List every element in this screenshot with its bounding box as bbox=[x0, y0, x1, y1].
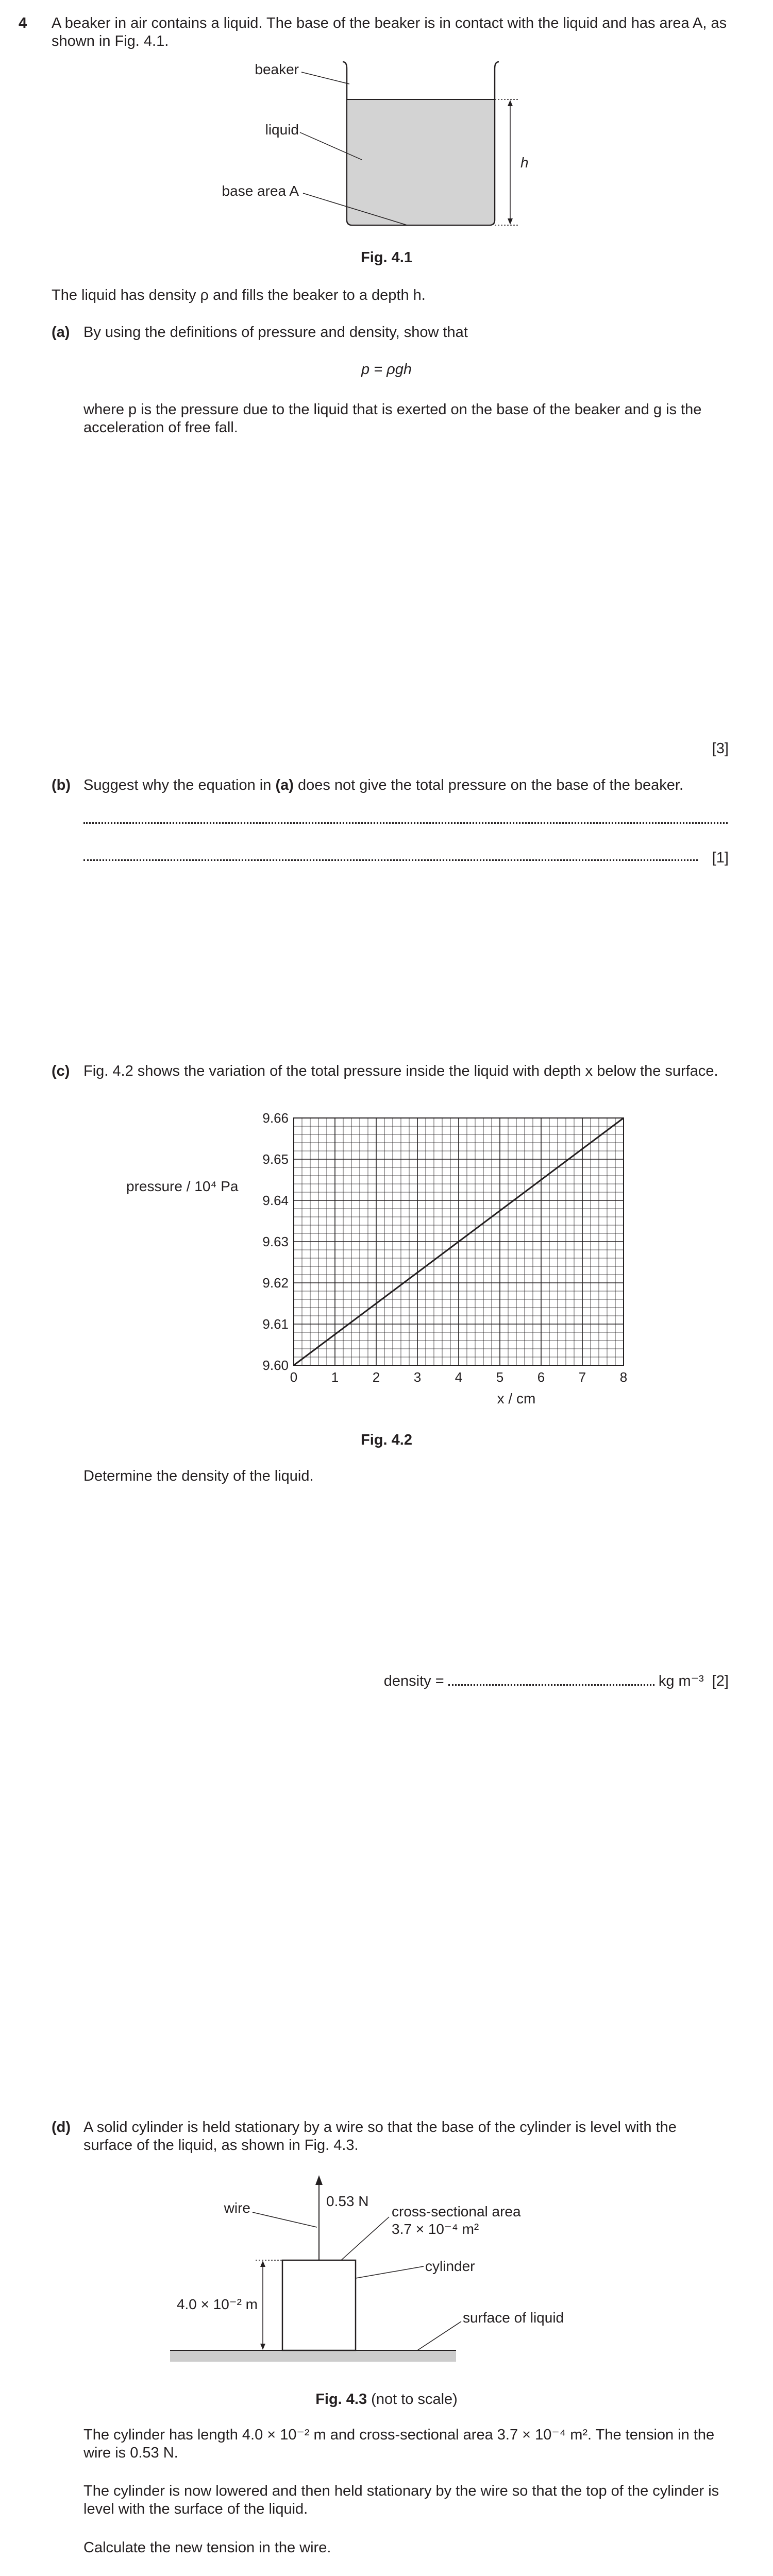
part-d-statement-2: The cylinder is now lowered and then held stationary by the wire so that the top of the cylinder is level with the surface of the liquid. bbox=[83, 2483, 719, 2518]
density-statement: The liquid has density ρ and fills the beaker to a depth h. bbox=[52, 287, 426, 303]
fig-4-3-caption-rest: (not to scale) bbox=[367, 2391, 458, 2408]
surface-leader bbox=[417, 2321, 461, 2350]
liquid-fill bbox=[348, 99, 494, 224]
part-b-label: (b) bbox=[52, 777, 71, 793]
part-b-answer-line-2[interactable] bbox=[83, 848, 698, 861]
x-tick-label: 3 bbox=[413, 1369, 422, 1385]
area-label-line1: cross-sectional area bbox=[392, 2204, 521, 2219]
x-axis-label: x / cm bbox=[497, 1391, 536, 1406]
density-answer-unit: kg m⁻³ bbox=[658, 1673, 704, 1689]
tension-arrow-head bbox=[315, 2175, 323, 2185]
density-answer-label: density = bbox=[383, 1673, 444, 1689]
part-b-text-bold: (a) bbox=[275, 777, 294, 793]
x-tick-labels bbox=[290, 1369, 627, 1385]
fig-4-1-beaker-diagram bbox=[196, 54, 557, 240]
part-c-label: (c) bbox=[52, 1063, 70, 1079]
y-tick-label: 9.65 bbox=[262, 1151, 289, 1167]
part-c-instruction: Determine the density of the liquid. bbox=[83, 1468, 314, 1484]
x-tick-label: 4 bbox=[455, 1369, 463, 1385]
liquid-label: liquid bbox=[265, 122, 299, 138]
part-b-text-post: does not give the total pressure on the base of the beaker. bbox=[293, 777, 684, 793]
cylinder-label: cylinder bbox=[425, 2258, 475, 2274]
y-tick-label: 9.62 bbox=[262, 1275, 289, 1291]
wire-leader bbox=[253, 2212, 317, 2227]
question-number: 4 bbox=[19, 15, 27, 31]
fig-4-3-cylinder-diagram bbox=[155, 2162, 618, 2368]
part-c-text: Fig. 4.2 shows the variation of the total pressure inside the liquid with depth x below the surface. bbox=[83, 1063, 718, 1079]
density-answer-field[interactable] bbox=[448, 1673, 654, 1686]
cylinder-leader bbox=[356, 2266, 424, 2278]
surface-label: surface of liquid bbox=[463, 2310, 564, 2326]
part-a-label: (a) bbox=[52, 324, 70, 341]
part-d-label: (d) bbox=[52, 2119, 71, 2136]
fig-4-3-caption bbox=[0, 2391, 773, 2409]
h-arrow-head-top bbox=[508, 100, 513, 106]
y-tick-label: 9.63 bbox=[262, 1234, 289, 1249]
x-tick-label: 7 bbox=[578, 1369, 586, 1385]
wire-label: wire bbox=[224, 2200, 250, 2216]
y-tick-labels bbox=[262, 1113, 289, 1373]
part-b-marks: [1] bbox=[712, 850, 729, 866]
x-tick-label: 5 bbox=[496, 1369, 504, 1385]
part-d-text: A solid cylinder is held stationary by a wire so that the base of the cylinder is level with the surface of the liquid, as shown in Fig. 4.3. bbox=[83, 2119, 677, 2154]
base-area-label: base area A bbox=[222, 183, 299, 199]
part-b-text bbox=[83, 776, 729, 794]
length-arrow-head-bottom bbox=[260, 2344, 265, 2350]
y-tick-label: 9.60 bbox=[262, 1358, 289, 1373]
fig-4-2-caption: Fig. 4.2 bbox=[361, 1432, 412, 1448]
length-arrow-head-top bbox=[260, 2261, 265, 2267]
liquid-surface-strip bbox=[170, 2350, 456, 2362]
part-a-text: By using the definitions of pressure and density, show that bbox=[83, 324, 468, 341]
y-axis-label: pressure / 10⁴ Pa bbox=[126, 1178, 239, 1194]
area-leader bbox=[341, 2217, 389, 2260]
y-tick-label: 9.61 bbox=[262, 1316, 289, 1332]
h-label: h bbox=[520, 155, 529, 171]
x-tick-label: 0 bbox=[290, 1369, 298, 1385]
fig-4-3-caption-bold: Fig. 4.3 bbox=[315, 2391, 367, 2408]
part-a-marks: [3] bbox=[712, 740, 729, 757]
y-tick-label: 9.64 bbox=[262, 1193, 289, 1208]
x-tick-label: 8 bbox=[619, 1369, 628, 1385]
part-b-text-pre: Suggest why the equation in bbox=[83, 777, 276, 793]
cylinder-body bbox=[282, 2260, 356, 2350]
beaker-leader bbox=[301, 72, 349, 84]
part-b-answer-line-1[interactable] bbox=[83, 811, 728, 824]
x-tick-label: 1 bbox=[331, 1369, 339, 1385]
beaker-label: beaker bbox=[255, 61, 299, 77]
area-label-line2: 3.7 × 10⁻⁴ m² bbox=[392, 2221, 479, 2237]
h-arrow-head-bottom bbox=[508, 218, 513, 225]
x-tick-label: 6 bbox=[537, 1369, 545, 1385]
y-tick-label: 9.66 bbox=[262, 1113, 289, 1126]
fig-4-2-pressure-depth-graph bbox=[113, 1113, 629, 1422]
x-tick-label: 2 bbox=[372, 1369, 380, 1385]
length-label: 4.0 × 10⁻² m bbox=[176, 2296, 258, 2312]
part-d-statement-1: The cylinder has length 4.0 × 10⁻² m and cross-sectional area 3.7 × 10⁻⁴ m². The tension in the wire is 0.53 N. bbox=[83, 2427, 715, 2462]
fig-4-1-caption: Fig. 4.1 bbox=[361, 249, 412, 266]
question-intro: A beaker in air contains a liquid. The base of the beaker is in contact with the liquid and has area A, as shown in Fig. 4.1. bbox=[52, 15, 727, 50]
part-c-marks: [2] bbox=[712, 1673, 729, 1689]
part-a-equation: p = ρgh bbox=[361, 361, 412, 378]
part-c-answer bbox=[384, 1672, 729, 1690]
part-a-where-text: where p is the pressure due to the liquid that is exerted on the base of the beaker and g is the acceleration of free fall. bbox=[83, 401, 702, 436]
tension-label: 0.53 N bbox=[326, 2193, 369, 2209]
part-d-instruction: Calculate the new tension in the wire. bbox=[83, 2539, 331, 2556]
